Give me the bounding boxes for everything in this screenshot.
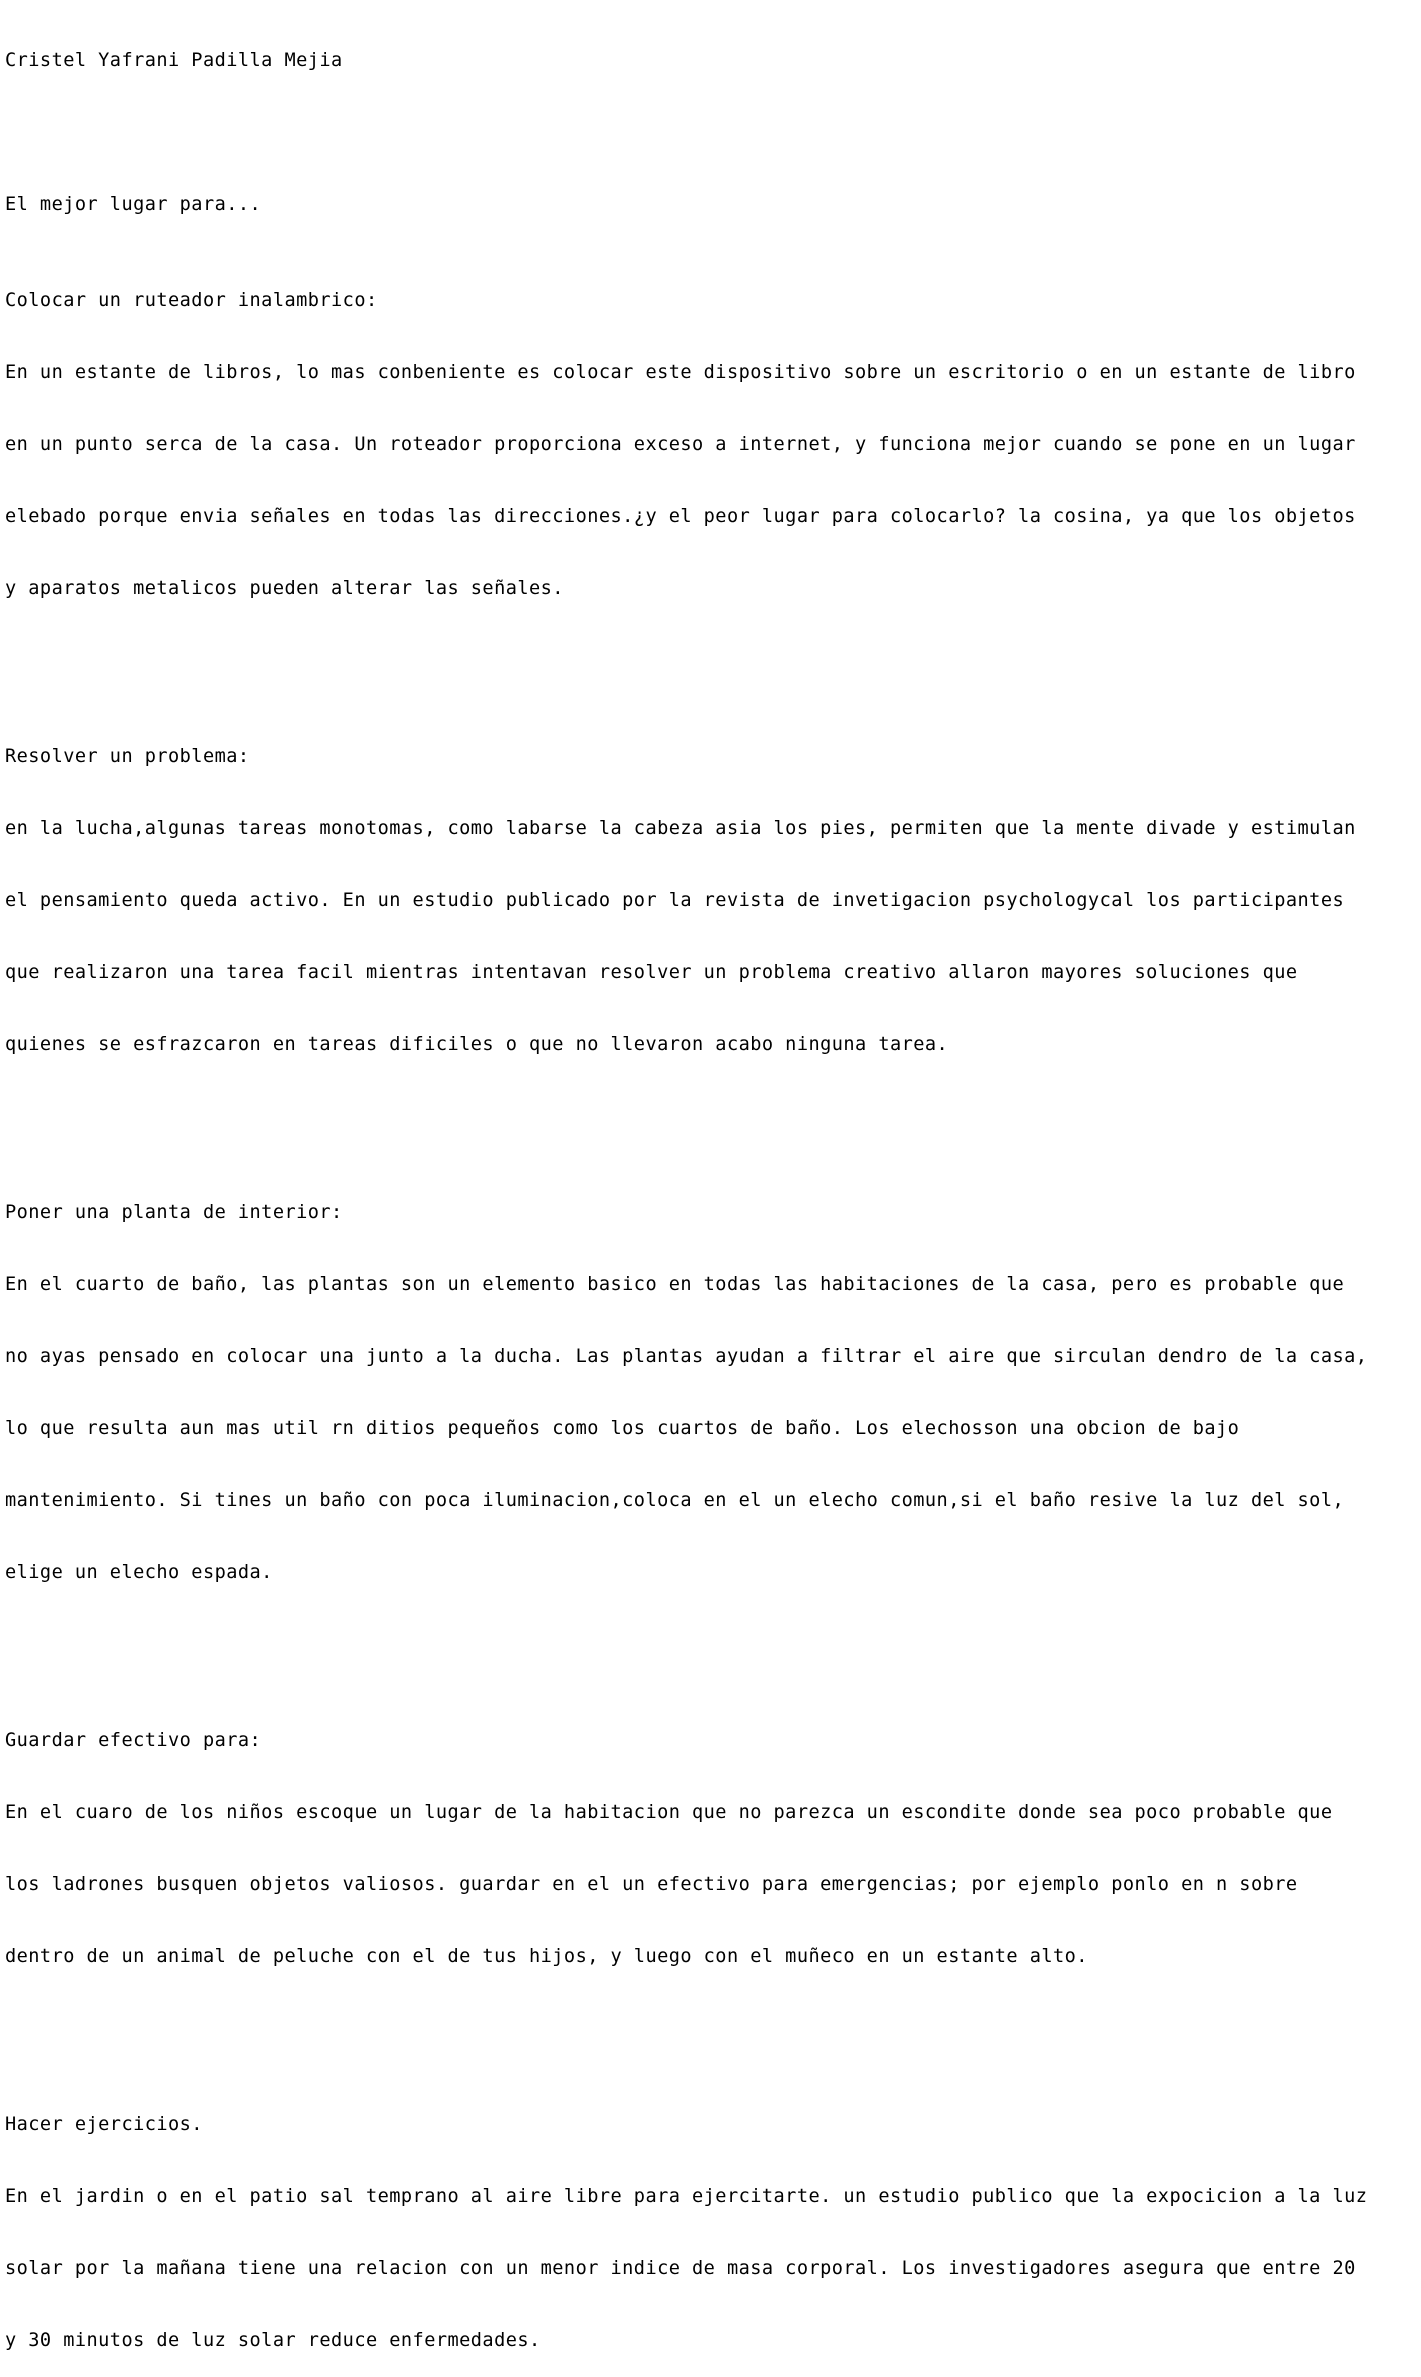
paragraph-line: en un punto serca de la casa. Un roteador proporciona exceso a internet, y funciona mejor cuando se pone en un lugar xyxy=(5,434,1356,455)
blank-line xyxy=(5,121,1421,145)
blank-line xyxy=(5,1105,1421,1129)
paragraph-line: y 30 minutos de luz solar reduce enfermedades. xyxy=(5,2330,541,2351)
paragraph-line: En un estante de libros, lo mas conbeniente es colocar este dispositivo sobre un escritorio o en un estante de libro xyxy=(5,362,1356,383)
paragraph-line: los ladrones busquen objetos valiosos. guardar en el un efectivo para emergencias; por ejemplo ponlo en n sobre xyxy=(5,1874,1298,1895)
blank-line xyxy=(5,649,1421,673)
intro-line: El mejor lugar para... xyxy=(5,194,262,215)
section-heading-exercise: Hacer ejercicios. xyxy=(5,2114,203,2135)
paragraph-line: lo que resulta aun mas util rn ditios pequeños como los cuartos de baño. Los elechosson una obcion de bajo xyxy=(5,1418,1240,1439)
paragraph-line: elige un elecho espada. xyxy=(5,1562,273,1583)
section-heading-cash: Guardar efectivo para: xyxy=(5,1730,262,1751)
paragraph-line: solar por la mañana tiene una relacion con un menor indice de masa corporal. Los investigadores asegura que entre 20 xyxy=(5,2258,1356,2279)
paragraph-line: que realizaron una tarea facil mientras intentavan resolver un problema creativo allaron mayores soluciones que xyxy=(5,962,1298,983)
paragraph-line: elebado porque envia señales en todas las direcciones.¿y el peor lugar para colocarlo? la cosina, ya que los objetos xyxy=(5,506,1356,527)
author-name: Cristel Yafrani Padilla Mejia xyxy=(5,50,343,71)
blank-line xyxy=(5,1633,1421,1657)
paragraph-line: dentro de un animal de peluche con el de tus hijos, y luego con el muñeco en un estante alto. xyxy=(5,1946,1088,1967)
paragraph-line: quienes se esfrazcaron en tareas dificiles o que no llevaron acabo ninguna tarea. xyxy=(5,1034,949,1055)
section-heading-problem: Resolver un problema: xyxy=(5,746,250,767)
section-heading-plant: Poner una planta de interior: xyxy=(5,1202,343,1223)
section-heading-router: Colocar un ruteador inalambrico: xyxy=(5,290,378,311)
paragraph-line: no ayas pensado en colocar una junto a la ducha. Las plantas ayudan a filtrar el aire que sirculan dendro de la casa, xyxy=(5,1346,1368,1367)
paragraph-line: En el cuaro de los niños escoque un lugar de la habitacion que no parezca un escondite donde sea poco probable que xyxy=(5,1802,1333,1823)
blank-line xyxy=(5,2017,1421,2041)
paragraph-line: En el jardin o en el patio sal temprano al aire libre para ejercitarte. un estudio publico que la expocicion a la luz xyxy=(5,2186,1368,2207)
paragraph-line: en la lucha,algunas tareas monotomas, como labarse la cabeza asia los pies, permiten que la mente divade y estimulan xyxy=(5,818,1356,839)
paragraph-line: el pensamiento queda activo. En un estudio publicado por la revista de invetigacion psychologycal los participantes xyxy=(5,890,1345,911)
paragraph-line: y aparatos metalicos pueden alterar las señales. xyxy=(5,578,564,599)
paragraph-line: mantenimiento. Si tines un baño con poca iluminacion,coloca en el un elecho comun,si el baño resive la luz del sol, xyxy=(5,1490,1345,1511)
document-body xyxy=(5,1,1421,2377)
paragraph-line: En el cuarto de baño, las plantas son un elemento basico en todas las habitaciones de la casa, pero es probable que xyxy=(5,1274,1345,1295)
